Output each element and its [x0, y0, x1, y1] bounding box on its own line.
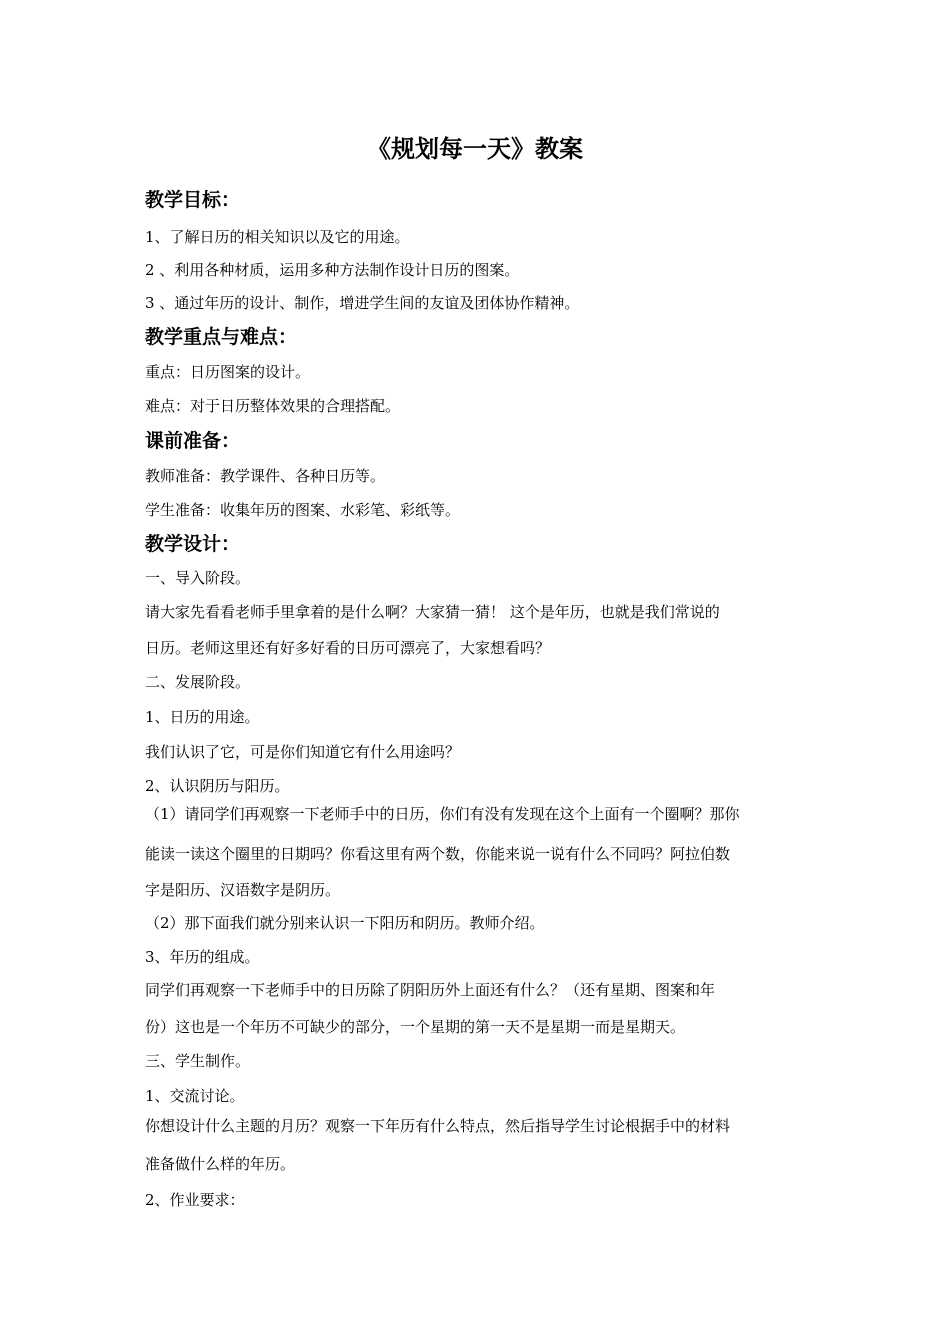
text-line: 我们认识了它，可是你们知道它有什么用途吗？: [145, 743, 461, 761]
text-line: 同学们再观察一下老师手中的日历除了阴阳历外上面还有什么？（还有星期、图案和年: [145, 981, 716, 999]
text-line: 份）这也是一个年历不可缺少的部分，一个星期的第一天不是星期一而是星期天。: [145, 1018, 686, 1036]
text-line: 准备做什么样的年历。: [145, 1155, 296, 1173]
text-line: 三、学生制作。: [145, 1052, 251, 1070]
text-line: 二、发展阶段。: [145, 673, 251, 691]
document-title: 《规划每一天》教案: [367, 135, 583, 163]
text-line: 一、导入阶段。: [145, 569, 251, 587]
text-line: 重点：日历图案的设计。: [145, 363, 311, 381]
text-line: 3 、通过年历的设计、制作，增进学生间的友谊及团体协作精神。: [145, 294, 580, 312]
text-line: 字是阳历、汉语数字是阴历。: [145, 881, 341, 899]
text-line: 请大家先看看老师手里拿着的是什么啊？大家猜一猜！ 这个是年历，也就是我们常说的: [145, 603, 720, 621]
text-line: 你想设计什么主题的月历？观察一下年历有什么特点，然后指导学生讨论根据手中的材料: [145, 1117, 731, 1135]
text-line: 1、了解日历的相关知识以及它的用途。: [145, 228, 410, 246]
text-line: （2）那下面我们就分别来认识一下阳历和阴历。教师介绍。: [145, 914, 545, 932]
text-line: 难点：对于日历整体效果的合理搭配。: [145, 397, 401, 415]
text-line: 2 、利用各种材质，运用多种方法制作设计日历的图案。: [145, 261, 520, 279]
section-heading-design: 教学设计：: [145, 533, 241, 555]
text-line: （1）请同学们再观察一下老师手中的日历，你们有没有发现在这个上面有一个圈啊？那你: [145, 805, 740, 823]
text-line: 3、年历的组成。: [145, 948, 260, 966]
text-line: 日历。老师这里还有好多好看的日历可漂亮了，大家想看吗？: [145, 639, 551, 657]
text-line: 教师准备：教学课件、各种日历等。: [145, 467, 386, 485]
section-heading-preparation: 课前准备：: [145, 430, 241, 452]
section-heading-key-points: 教学重点与难点：: [145, 326, 298, 348]
text-line: 1、日历的用途。: [145, 708, 260, 726]
text-line: 1、交流讨论。: [145, 1087, 245, 1105]
section-heading-goals: 教学目标：: [145, 189, 241, 211]
text-line: 能读一读这个圈里的日期吗？你看这里有两个数，你能来说一说有什么不同吗？阿拉伯数: [145, 845, 731, 863]
text-line: 学生准备：收集年历的图案、水彩笔、彩纸等。: [145, 501, 461, 519]
text-line: 2、认识阴历与阳历。: [145, 777, 290, 795]
text-line: 2、作业要求：: [145, 1191, 245, 1209]
